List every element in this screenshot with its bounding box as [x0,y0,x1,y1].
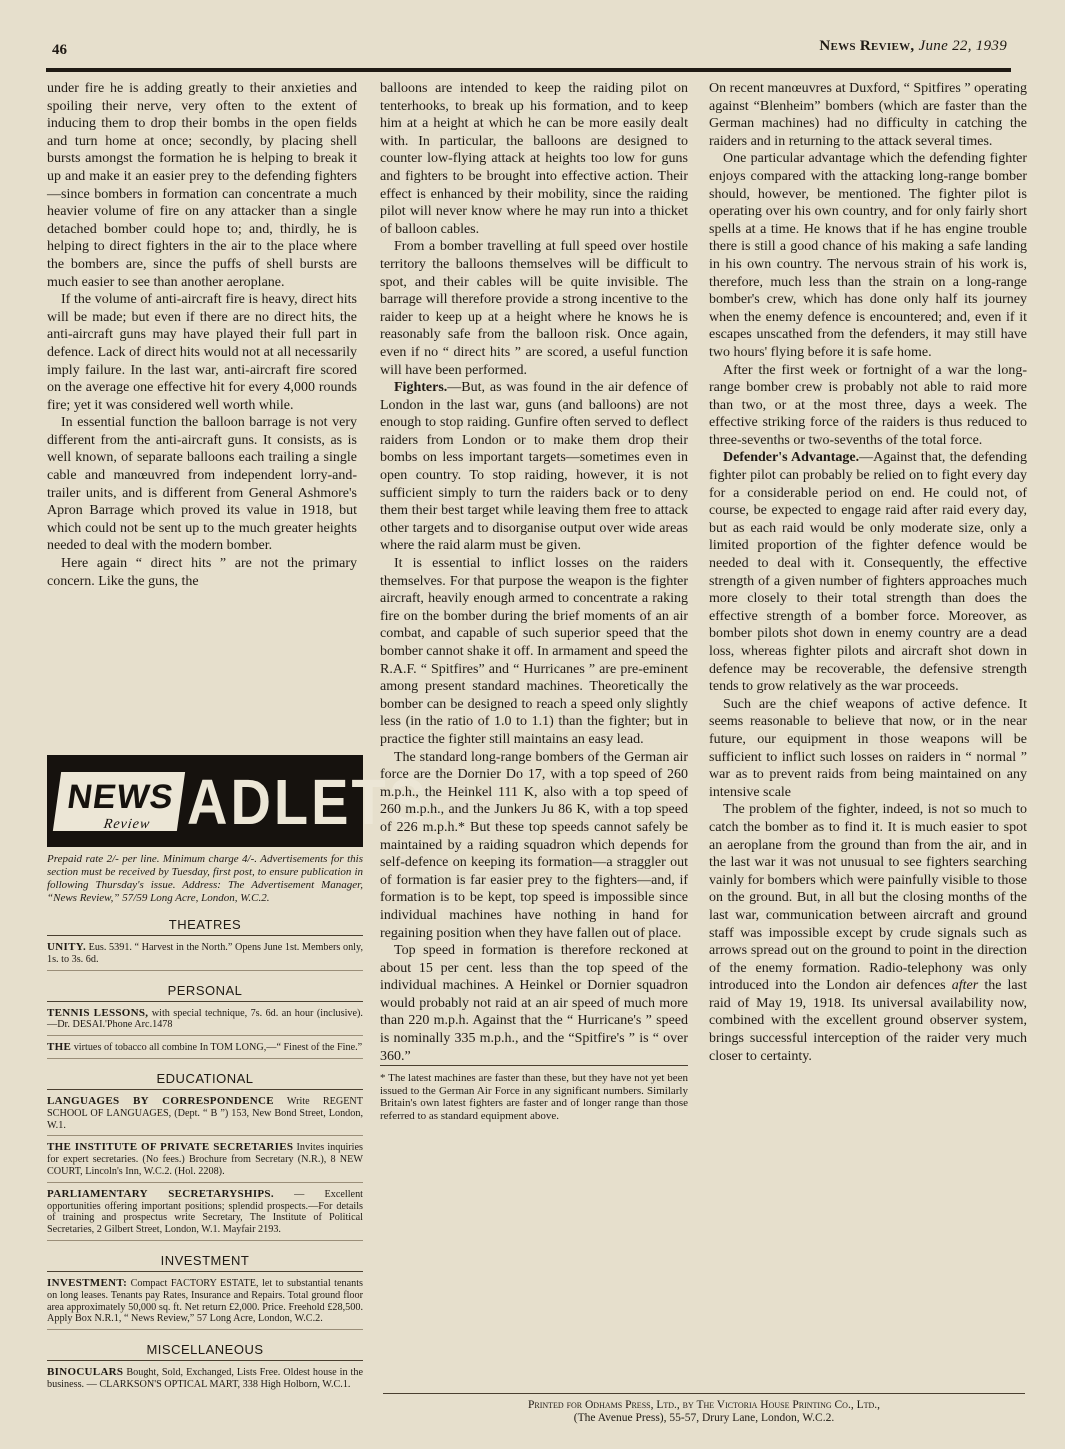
column-3 [709,80,1027,1065]
footnote: * The latest machines are faster than these, but they have not yet been issued to the German Air Force in any significant numbers. Similarly Britain's own latest fighters are faster and of longer range than those referred to as standard equipment above. [380,1065,688,1122]
run-in-heading: Fighters. [394,380,448,396]
classified-ad: THE INSTITUTE OF PRIVATE SECRETARIES Invites inquiries for expert secretaries. (No fees.) Brochure from Secretary (N.R.), 8 NEW COURT, Lincoln's Inn, W.C.2. (Hol. 2208). [47,1142,363,1182]
classified-ad: THE virtues of tobacco all combine In TOM LONG,—“ Finest of the Fine.” [47,1042,363,1059]
page-header [52,36,1007,58]
paragraph: If the volume of anti-aircraft fire is heavy, direct hits will be made; but even if there are no direct hits, the anti-aircraft guns may have played their full part in defence. Lack of direct hits would not at all necessarily imply failure. In the last war, anti-aircraft fire scored on the average one effective hit for every 4,000 rounds fire; yet it was considered well worth while. [47,292,357,413]
classified-ad: BINOCULARS Bought, Sold, Exchanged, Lists Free. Oldest house in the business. — CLARKSON'S OPTICAL MART, 338 High Holborn, W.C.1. [47,1366,363,1390]
magazine-name: News Review, [819,38,915,54]
paragraph: Such are the chief weapons of active defence. It seems reasonable to believe that now, or in the near future, our equipment in those weapons will be sufficient to inflict such losses on raiders in “ normal ” war as to prevent raids from being maintained on any intensive scale [709,696,1027,800]
logo-adlets: ADLETS [187,764,429,838]
paragraph: under fire he is adding greatly to their anxieties and spoiling their nerve, very often to the extent of inducing them to drop their bombs in the open fields and turn home at once; secondly, by placing shell bursts amongst the formation he is helping to break it up and make it an easier prey to the defending fighters—since bombers in formation can concentrate a much heavier volume of fire on any attacker than a single detached bomber could hope to; and, thirdly, he is helping to direct fighters in the air to the place where the bombers are, since the puffs of shell bursts are much easier to see than another aeroplane. [47,81,357,290]
run-in-heading: Defender's Advantage. [723,450,860,466]
paragraph: Fighters.—But, as was found in the air defence of London in the last war, guns (and balloons) are not enough to stop raiding. Gunfire often served to deflect raiders from London or to make them drop their bombs on less important targets—sometimes even in open country. To stop raiding, however, it is not sufficient simply to turn the raiders back or to deny them their best target while leaving them free to attack other targets and to disorganise output over wide areas where the raid alarm must be given. [380,380,688,554]
adlets-logo [47,755,429,847]
news-adlets-section [47,755,429,1395]
section-heading-educational: EDUCATIONAL [47,1071,363,1090]
column-2 [380,80,688,1122]
classified-ad: PARLIAMENTARY SECRETARYSHIPS. — Excellent opportunities offering important positions; splendid prospects.—For details of training and prospectus write Secretary, The Institute of Political Secretaries, 2 Gilbert Street, London, W.1. Mayfair 2193. [47,1189,363,1241]
paragraph: The standard long-range bombers of the German air force are the Dornier Do 17, with a top speed of 260 m.p.h., the Heinkel 111 K, also with a top speed of 260 m.p.h., and the Junkers Ju 86 K, with a top speed of 226 m.p.h.* But these top speeds cannot safely be maintained by a raiding squadron which depends for self-defence on keeping its formation—a straggler out of formation is far easier prey to the fighters—and, if formation is to be kept, top speed is impossible since individual machines have nothing in hand for regaining position when they have fallen out of place. [380,749,688,941]
running-head [819,38,1007,55]
printer-imprint [383,1393,1025,1425]
paragraph: In essential function the balloon barrage is not very different from the anti-aircraft guns. It consists, as is well known, of separate balloons each trailing a single cable and manœuvred from independent lorry-and-trailer units, and is different from General Ashmore's Apron Barrage which proved its value in 1918, but which could not be sent up to the much greater heights needed to deal with the modern bomber. [47,415,357,554]
logo-news: NEWS Review [53,772,185,831]
classified-ad: INVESTMENT: Compact FACTORY ESTATE, let to substantial tenants on long leases. Tenants pay Rates, Insurance and Repairs. Total ground floor area approximately 50,000 sq. ft. Net return £2,000. Price. Freehold £28,500. Apply Box N.R.1, “ News Review,” 57 Long Acre, London, W.C.2. [47,1278,363,1330]
paragraph: After the first week or fortnight of a war the long-range bomber crew is probably not able to raid more than two, or at the most three, days a week. The effective striking force of the raiders is thus reduced to three-sevenths or two-sevenths of the total force. [709,362,1027,448]
paragraph: One particular advantage which the defending fighter enjoys compared with the attacking long-range bomber should, however, be mentioned. The fighter pilot is operating over his own country, and for only fairly short spells at a time. He knows that if he has engine trouble there is still a good chance of his making a safe landing in his own country. The nervous strain of his work is, therefore, much less than the strain on a long-range bomber's crew, which has done only half its journey when the enemy defence is encountered; and, even if it escapes unscathed from the defenders, it may still have two hours' flying before it is safe home. [709,151,1027,360]
section-heading-personal: PERSONAL [47,983,363,1002]
classified-ad: UNITY. Eus. 5391. “ Harvest in the North.” Opens June 1st. Members only, 1s. to 3s. 6d. [47,942,363,971]
header-rule [46,68,1011,72]
page-number: 46 [52,42,67,58]
paragraph: Here again “ direct hits ” are not the primary concern. Like the guns, the [47,556,357,589]
section-heading-miscellaneous: MISCELLANEOUS [47,1342,363,1361]
paragraph: It is essential to inflict losses on the raiders themselves. For that purpose the weapon is the fighter aircraft, heavily enough armed to concentrate a raking fire on the bomber during the brief moments of an air combat, and capable of such superior speed that the bomber cannot shake it off. In armament and speed the R.A.F. “ Spitfires” and “ Hurricanes ” are pre-eminent among present standard machines. Theoretically the bomber can be designed to reach a speed only slightly less (in the ratio of 1.0 to 1.1) than the fighter; but in practice the fighter still maintains an easy lead. [380,556,688,747]
logo-review: Review [102,816,152,832]
section-heading-investment: INVESTMENT [47,1253,363,1272]
adlets-rates: Prepaid rate 2/- per line. Minimum charge 4/-. Advertisements for this section must be received by Tuesday, first post, to ensure publication in following Thursday's issue. Address: The Advertisement Manager, “News Review,” 57/59 Long Acre, London, W.C.2. [47,853,363,904]
paragraph: balloons are intended to keep the raiding pilot on tenterhooks, to break up his formation, and to keep him at a height at which he can be more easily dealt with. In particular, the balloons are designed to counter low-flying attack at heights too low for guns and fighters to be brought into effective action. Their effect is enhanced by their mobility, since the raiding pilot will never know where he may run into a thicket of balloon cables. [380,81,688,237]
paragraph: Top speed in formation is therefore reckoned at about 15 per cent. less than the top speed of the individual machines. A Heinkel or Dornier squadron would probably not raid at an air speed of much more than 220 m.p.h. Against that the “ Hurricane's ” speed is nominally 335 m.p.h., and the “Spitfire's ” is “ over 360.” [380,943,688,1064]
imprint-line-2: (The Avenue Press), 55-57, Drury Lane, London, W.C.2. [573,1412,835,1424]
classified-ad: LANGUAGES BY CORRESPONDENCE Write REGENT SCHOOL OF LANGUAGES, (Dept. “ B ”) 153, New Bond Street, London, W.1. [47,1096,363,1136]
issue-date: June 22, 1939 [918,38,1007,54]
imprint-line-1: Printed for Odhams Press, Ltd., by The Victoria House Printing Co., Ltd., [527,1399,881,1411]
paragraph: The problem of the fighter, indeed, is not so much to catch the bomber as to find it. It is much easier to spot an aeroplane from the ground than from the air, and in the last war it was not unusual to see fighters searching vainly for bombers which were painfully visible to those on the ground. But, in all but the closing months of the last war, communication between aircraft and ground staff was impossible except by crude signals such as arrows spread out on the ground to point in the direction of the enemy formation. Radio-telephony was only introduced into the London air defences after the last raid of May 19, 1918. Its universal availability now, combined with the excellent ground observer system, brings successful interception of the raider very much closer to certainty. [709,802,1027,1064]
paragraph: Defender's Advantage.—Against that, the defending fighter pilot can probably be relied on to fight every day for a considerable period on end. He could not, of course, be expected to engage raid after raid every day, but as each raid would be only moderate size, only a limited proportion of the fighter defence would be needed to deal with it. Consequently, the effective strength of a given number of fighters approaches much more closely to their total strength than does the effective strength of a bomber force. Moreover, as bomber pilots shot down in enemy country are a dead loss, whereas fighter pilots and aircraft shot down in defence may be recoverable, the defensive strength tends to grow relatively as the war proceeds. [709,450,1027,695]
section-heading-theatres: THEATRES [47,917,363,936]
paragraph: On recent manœuvres at Duxford, “ Spitfires ” operating against “Blenheim” bombers (which are faster than the German machines) had no difficulty in catching the raiders and in returning to the attack several times. [709,81,1027,149]
classified-ad: TENNIS LESSONS, with special technique, 7s. 6d. an hour (inclusive).—Dr. DESAI.'Phone Arc.1478 [47,1008,363,1037]
column-1 [47,80,357,590]
paragraph: From a bomber travelling at full speed over hostile territory the balloons themselves will be difficult to spot, and their cables will be quite invisible. The barrage will therefore provide a strong incentive to the raider to keep up at a height where he knows he is reasonably safe from the balloon risk. Once again, even if no “ direct hits ” are scored, a useful function will have been performed. [380,239,688,378]
